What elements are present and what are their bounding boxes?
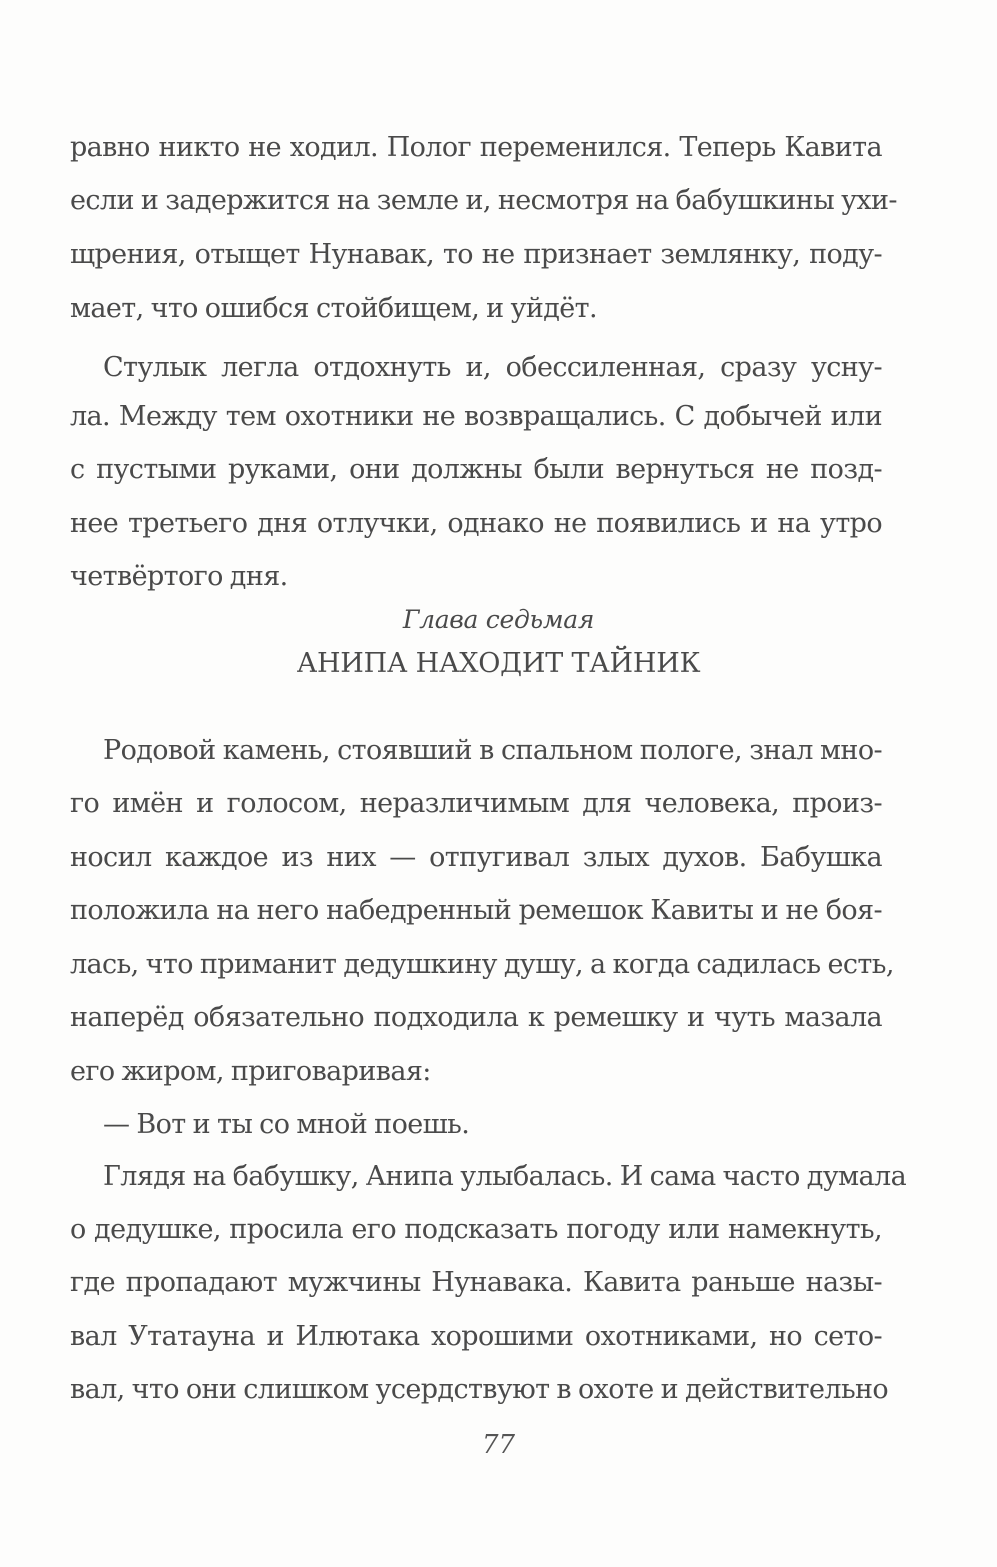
text-line: о дедушке, просила его подсказать погоду или намекнуть, <box>70 1214 882 1245</box>
page-number: 77 <box>481 1430 516 1460</box>
text-line: с пустыми руками, они должны были вернуться не позд- <box>70 454 882 485</box>
chapter-label: Глава седьмая <box>402 605 595 634</box>
text-line: равно никто не ходил. Полог переменился. Теперь Кавита <box>70 132 882 163</box>
text-line: наперёд обязательно подходила к ремешку и чуть мазала <box>70 1002 882 1033</box>
text-line: вал Утатауна и Илютака хорошими охотниками, но сето- <box>70 1321 882 1352</box>
text-line: носил каждое из них — отпугивал злых духов. Бабушка <box>70 842 882 873</box>
text-line: где пропадают мужчины Нунавака. Кавита раньше назы- <box>70 1267 882 1298</box>
chapter-title: АНИПА НАХОДИТ ТАЙНИК <box>296 648 701 679</box>
text-line: ла. Между тем охотники не возвращались. С добычей или <box>70 401 882 432</box>
text-line: щрения, отыщет Нунавак, то не признает землянку, поду- <box>70 239 882 270</box>
text-line: вал, что они слишком усердствуют в охоте и действительно <box>70 1374 889 1405</box>
text-line: если и задержится на земле и, несмотря на бабушкины ухи- <box>70 185 897 216</box>
text-line: Глядя на бабушку, Анипа улыбалась. И сама часто думала <box>103 1161 907 1192</box>
text-line: положила на него набедренный ремешок Кавиты и не боя- <box>70 895 882 926</box>
text-line: Стулык легла отдохнуть и, обессиленная, сразу усну- <box>103 352 882 383</box>
text-line: го имён и голосом, неразличимым для человека, произ- <box>70 788 882 819</box>
text-line: его жиром, приговаривая: <box>70 1056 431 1087</box>
text-line: мает, что ошибся стойбищем, и уйдёт. <box>70 293 597 324</box>
text-line: лась, что приманит дедушкину душу, а когда садилась есть, <box>70 949 894 980</box>
text-line: Родовой камень, стоявший в спальном пологе, знал мно- <box>103 735 882 766</box>
text-line: четвёртого дня. <box>70 561 288 592</box>
dialogue-line: — Вот и ты со мной поешь. <box>103 1109 470 1140</box>
text-line: нее третьего дня отлучки, однако не появились и на утро <box>70 508 882 539</box>
